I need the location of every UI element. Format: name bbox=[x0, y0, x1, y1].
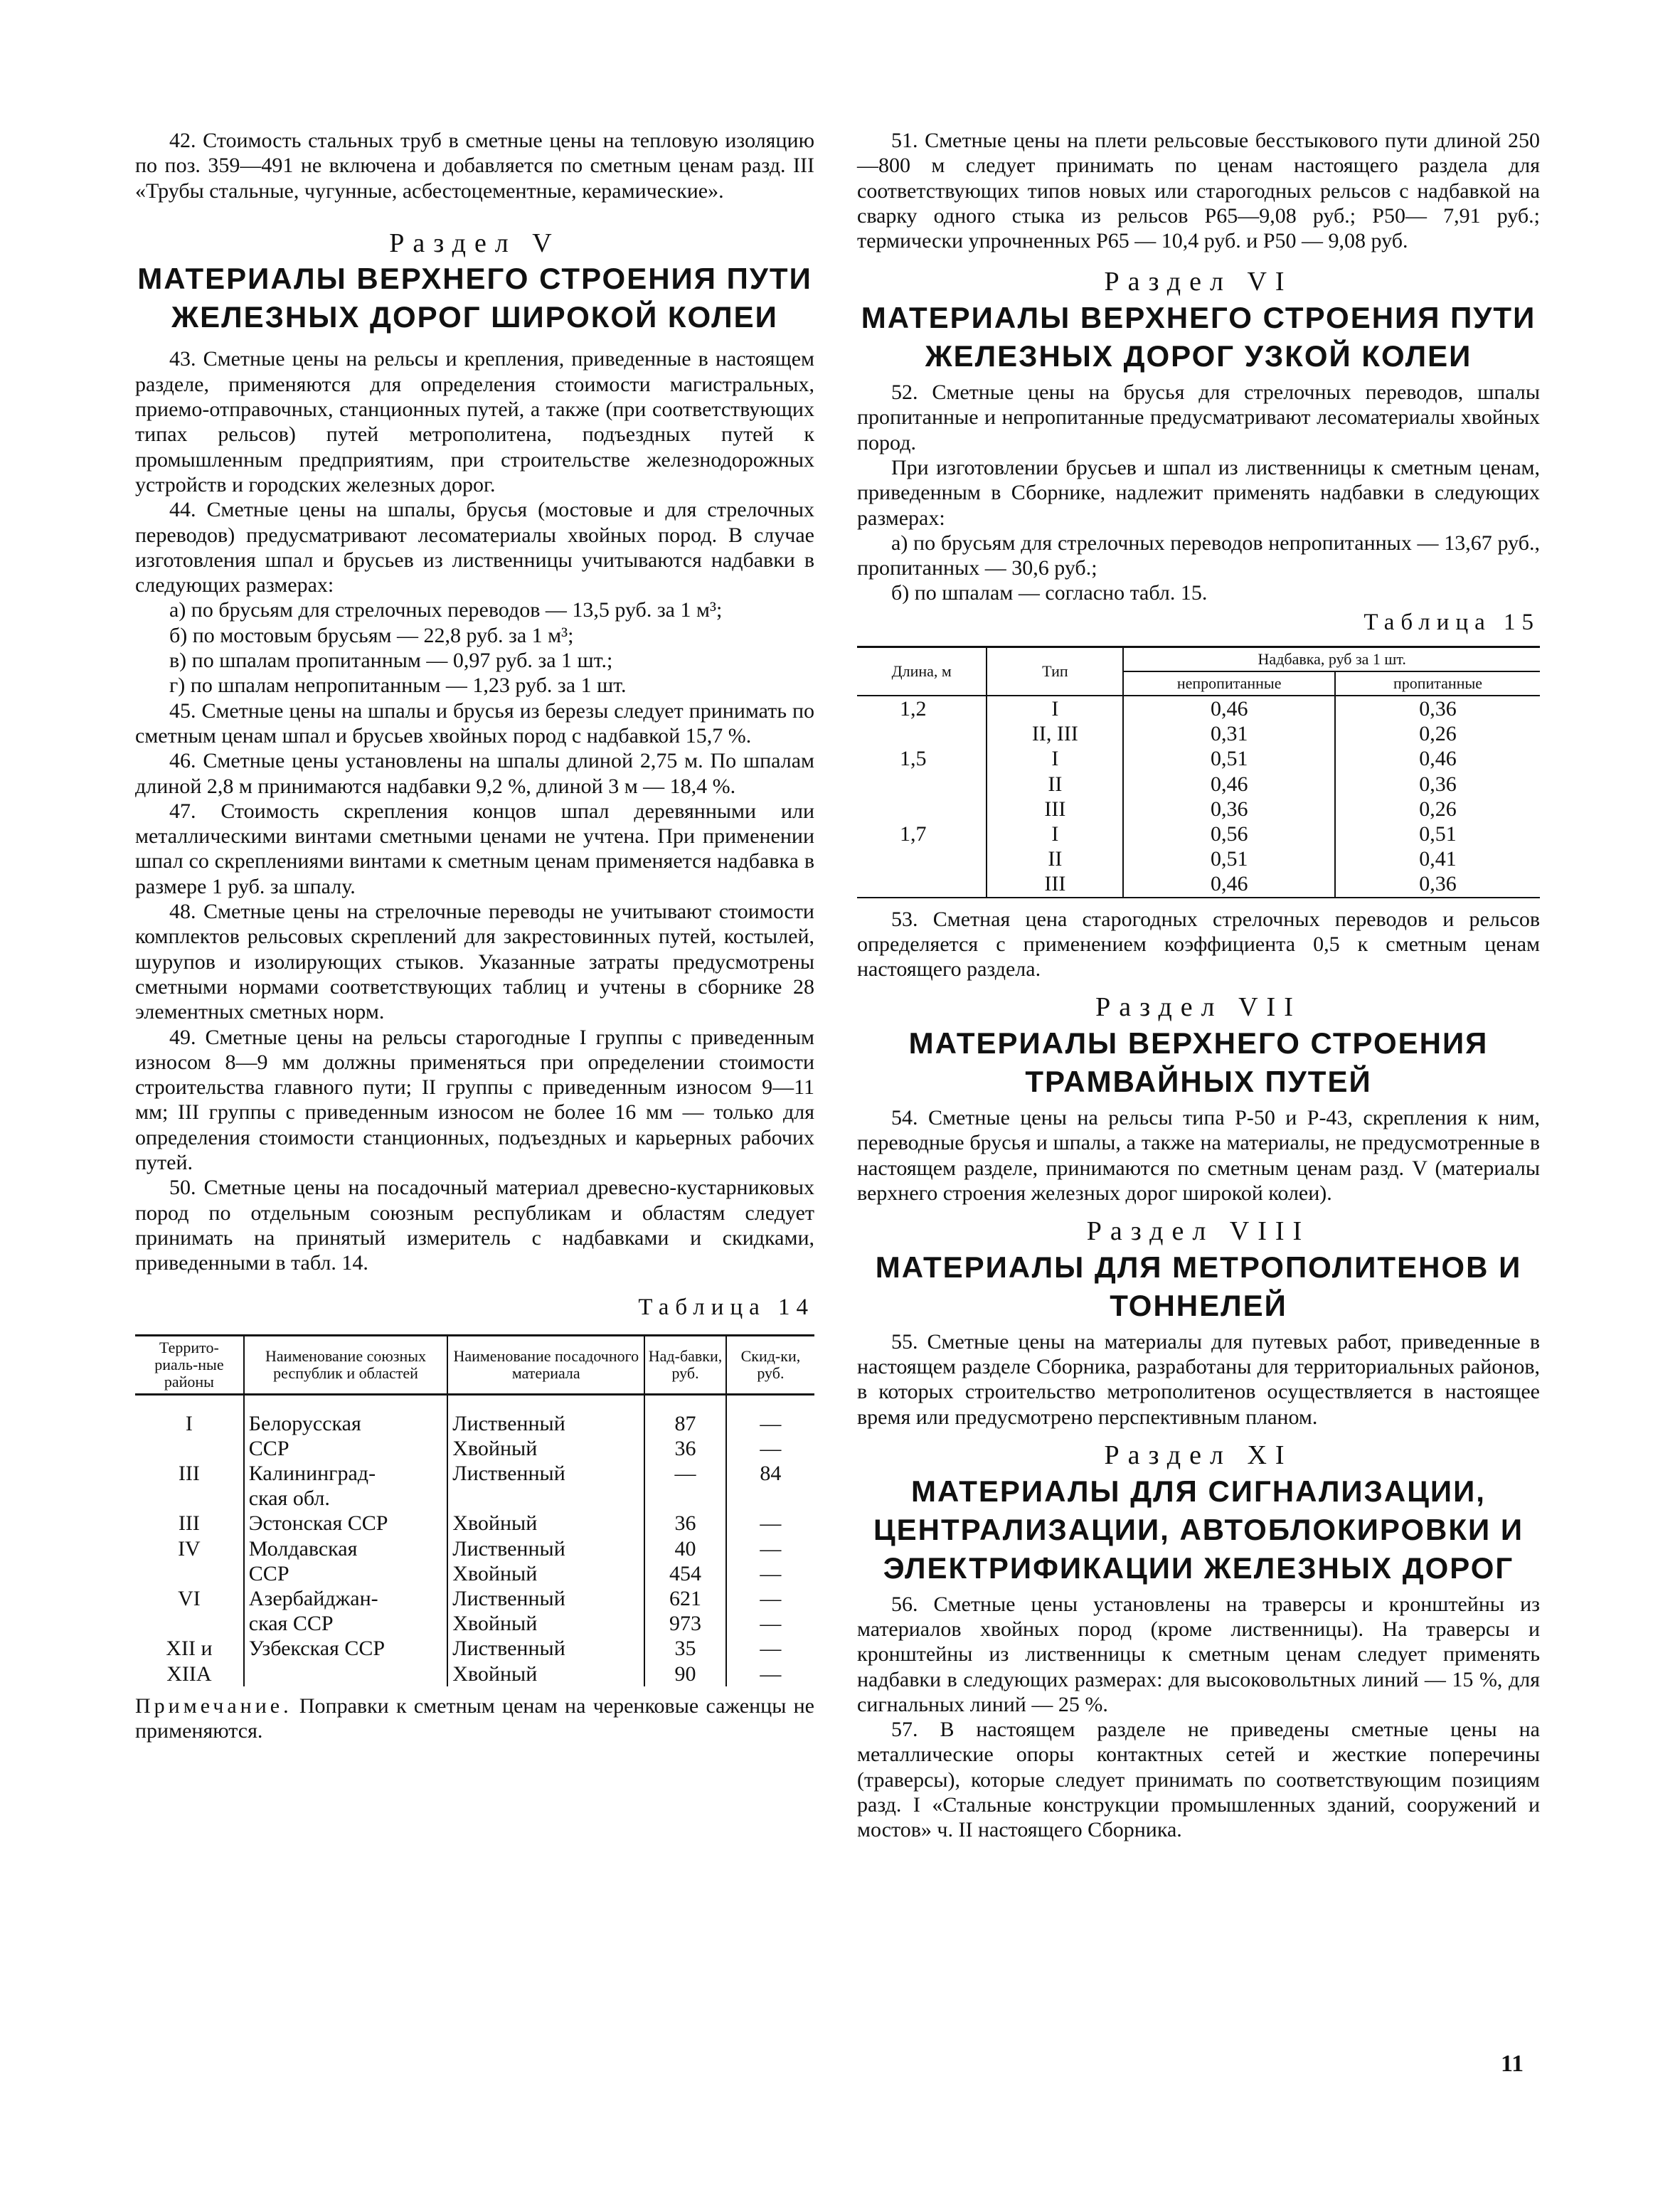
table-15-cell: 1,5 bbox=[857, 746, 987, 771]
table-14-cell: Лиственный bbox=[447, 1636, 644, 1661]
table-14-cell: — bbox=[760, 1637, 782, 1661]
table-14-header: Скид-ки, руб. bbox=[726, 1335, 814, 1394]
table-15-cell: 0,36 bbox=[1419, 772, 1457, 796]
section-6-title: МАТЕРИАЛЫ ВЕРХНЕГО СТРОЕНИЯ ПУТИ ЖЕЛЕЗНЫХ ДОРОГ УЗКОЙ КОЛЕИ bbox=[861, 301, 1536, 373]
section-7-title: МАТЕРИАЛЫ ВЕРХНЕГО СТРОЕНИЯ ТРАМВАЙНЫХ ПУТЕЙ bbox=[908, 1026, 1489, 1099]
table-14-header: Террито-риаль-ные районы bbox=[135, 1335, 244, 1394]
paragraph-48: 48. Сметные цены на стрелочные переводы не учитывают стоимости комплектов рельсовых скреплений для закрестовинных путей, костылей, шурупов и изолирующих стыков. Указанные затраты предусмотрены сметными нормами соответствующих таблиц и учтены в сборнике 28 элементных сметных норм. bbox=[135, 900, 814, 1024]
table-14-cell: 90 bbox=[644, 1662, 726, 1686]
table-14 bbox=[135, 1334, 814, 1686]
table-15-cell: I bbox=[987, 746, 1123, 771]
paragraph-50: 50. Сметные цены на посадочный материал древесно-кустарниковых пород по отдельным союзным республикам и областям следует принимать на принятый измеритель с надбавками и скидками, приведенными в табл. 14. bbox=[135, 1176, 814, 1275]
table-14-cell bbox=[135, 1486, 244, 1511]
table-14-cell: Хвойный bbox=[447, 1611, 644, 1636]
table-14-cell: Лиственный bbox=[447, 1394, 644, 1436]
table-15-header-nonimpregnated: непропитанные bbox=[1123, 671, 1335, 696]
paragraph-44d: г) по шпалам непропитанным — 1,23 руб. за 1 шт. bbox=[169, 674, 627, 698]
paragraph-49: 49. Сметные цены на рельсы старогодные I группы с приведенным износом 8—9 мм должны применяться при определении стоимости строительства главного пути; II группы с приведенным износом 9—11 мм; III группы с приведенным износом не более 16 мм — только для определения стоимости станционных, подъездных и карьерных рабочих путей. bbox=[135, 1025, 814, 1174]
table-14-row bbox=[135, 1662, 814, 1686]
table-15-cell: II bbox=[987, 846, 1123, 871]
table-14-cell: 36 bbox=[644, 1511, 726, 1536]
table-14-cell: Хвойный bbox=[447, 1436, 644, 1461]
table-14-cell: — bbox=[760, 1561, 782, 1585]
table-15-cell: 0,31 bbox=[1123, 721, 1335, 746]
table-15-cell bbox=[857, 772, 987, 797]
table-14-cell: — bbox=[644, 1461, 726, 1486]
table-14-cell: Азербайджан- bbox=[244, 1586, 448, 1611]
table-15-cell bbox=[857, 721, 987, 746]
table-14-cell: 454 bbox=[644, 1561, 726, 1586]
table-14-cell bbox=[726, 1486, 814, 1511]
table-14-cell: Калининград- bbox=[244, 1461, 448, 1486]
table-14-cell: Хвойный bbox=[447, 1561, 644, 1586]
table-14-cell bbox=[447, 1486, 644, 1511]
table-15-cell: 0,41 bbox=[1419, 847, 1457, 871]
table-15-cell: 0,51 bbox=[1123, 746, 1335, 771]
paragraph-45: 45. Сметные цены на шпалы и брусья из березы следует принимать по сметным ценам шпал и брусьев хвойных пород с надбавкой 15,7 %. bbox=[135, 698, 814, 748]
table-14-cell: 84 bbox=[760, 1462, 782, 1486]
note-label: Примечание. bbox=[135, 1694, 292, 1718]
table-15-cell bbox=[857, 846, 987, 871]
table-14-cell: Лиственный bbox=[447, 1461, 644, 1486]
table-14-cell: — bbox=[760, 1536, 782, 1561]
section-11-title: МАТЕРИАЛЫ ДЛЯ СИГНАЛИЗАЦИИ, ЦЕНТРАЛИЗАЦИИ, АВТОБЛОКИРОВКИ И ЭЛЕКТРИФИКАЦИИ ЖЕЛЕЗНЫХ ДОРОГ bbox=[873, 1474, 1524, 1585]
paragraph-52: 52. Сметные цены на брусья для стрелочных переводов, шпалы пропитанные и непропитанные предусматривают лесоматериалы хвойных пород. bbox=[857, 381, 1540, 454]
paragraph-44c: в) по шпалам пропитанным — 0,97 руб. за 1 шт.; bbox=[169, 649, 613, 673]
paragraph-52c: а) по брусьям для стрелочных переводов непропитанных — 13,67 руб., пропитанных — 30,6 руб.; bbox=[857, 531, 1540, 580]
table-14-row bbox=[135, 1436, 814, 1461]
table-14-cell: 36 bbox=[644, 1436, 726, 1461]
table-14-cell: ская ССР bbox=[244, 1611, 448, 1636]
table-14-row bbox=[135, 1636, 814, 1661]
section-7-label: Раздел VII bbox=[1095, 992, 1302, 1023]
table-15-cell: 0,46 bbox=[1419, 747, 1457, 771]
table-14-cell: — bbox=[760, 1612, 782, 1636]
table-15-cell bbox=[857, 871, 987, 897]
table-14-cell: Эстонская ССР bbox=[244, 1511, 448, 1536]
table-14-cell bbox=[244, 1662, 448, 1686]
paragraph-56: 56. Сметные цены установлены на траверсы и кронштейны из материалов хвойных пород (кроме лиственницы). На траверсы и кронштейны из лиственницы к сметным ценам следует применять надбавки в следующих размерах: для высоковольтных линий — 15 %, для сигнальных линий — 25 %. bbox=[857, 1592, 1540, 1716]
table-14-cell: Лиственный bbox=[447, 1536, 644, 1561]
table-15-row bbox=[857, 846, 1540, 871]
table-15-row bbox=[857, 797, 1540, 822]
table-14-label: Таблица 14 bbox=[638, 1294, 814, 1321]
note-text: Поправки к сметным ценам на черенковые саженцы не применяются. bbox=[135, 1694, 814, 1743]
table-15-cell: 0,56 bbox=[1123, 822, 1335, 846]
table-15-label: Таблица 15 bbox=[1363, 609, 1540, 635]
table-14-cell: — bbox=[760, 1511, 782, 1536]
table-14-cell: ССР bbox=[244, 1561, 448, 1586]
table-15-cell: 1,2 bbox=[857, 696, 987, 721]
table-14-cell: — bbox=[760, 1662, 782, 1686]
table-14-header: Наименование посадочного материала bbox=[447, 1335, 644, 1394]
paragraph-44a: а) по брусьям для стрелочных переводов — 13,5 руб. за 1 м³; bbox=[169, 598, 723, 622]
table-14-cell bbox=[135, 1561, 244, 1586]
section-5-title: МАТЕРИАЛЫ ВЕРХНЕГО СТРОЕНИЯ ПУТИ ЖЕЛЕЗНЫХ ДОРОГ ШИРОКОЙ КОЛЕИ bbox=[137, 262, 812, 334]
table-14-cell: Узбекская ССР bbox=[244, 1636, 448, 1661]
paragraph-54: 54. Сметные цены на рельсы типа Р-50 и Р-43, скрепления к ним, переводные брусья и шпалы, а также на материалы, не предусмотренные в настоящем разделе, принимаются по сметным ценам разд. V (материалы верхнего строения железных дорог широкой колеи). bbox=[857, 1106, 1540, 1205]
table-15-cell bbox=[857, 797, 987, 822]
paragraph-52d: б) по шпалам — согласно табл. 15. bbox=[891, 581, 1208, 605]
table-14-cell: Хвойный bbox=[447, 1662, 644, 1686]
table-15-cell: 0,51 bbox=[1123, 846, 1335, 871]
table-14-cell: — bbox=[760, 1411, 782, 1435]
paragraph-44: 44. Сметные цены на шпалы, брусья (мостовые и для стрелочных переводов) предусматривают лесоматериалы хвойных пород. В случае изготовления шпал и брусьев из лиственницы учитываются надбавки в следующих размерах: bbox=[135, 498, 814, 597]
table-15-cell: 0,46 bbox=[1123, 871, 1335, 897]
table-14-row bbox=[135, 1611, 814, 1636]
table-14-row bbox=[135, 1536, 814, 1561]
table-14-cell bbox=[135, 1611, 244, 1636]
table-14-cell: Молдавская bbox=[244, 1536, 448, 1561]
table-14-cell: III bbox=[135, 1511, 244, 1536]
table-15-row bbox=[857, 871, 1540, 897]
paragraph-55: 55. Сметные цены на материалы для путевых работ, приведенные в настоящем разделе Сборника, разработаны для территориальных районов, в которых строительство метрополитенов осуществляется в настоящее время или предусмотрено перспективным планом. bbox=[857, 1329, 1540, 1429]
table-14-cell: — bbox=[760, 1587, 782, 1611]
table-14-header: Над-бавки, руб. bbox=[644, 1335, 726, 1394]
table-14-cell: XII и bbox=[135, 1636, 244, 1661]
table-14-cell: 35 bbox=[644, 1636, 726, 1661]
table-14-cell: 87 bbox=[644, 1394, 726, 1436]
table-15-cell: 0,46 bbox=[1123, 696, 1335, 721]
section-5-label: Раздел V bbox=[389, 228, 560, 258]
table-15-cell: 0,36 bbox=[1419, 872, 1457, 896]
table-14-cell: 973 bbox=[644, 1611, 726, 1636]
table-15-header-group: Надбавка, руб за 1 шт. bbox=[1123, 647, 1540, 671]
paragraph-44b: б) по мостовым брусьям — 22,8 руб. за 1 м³; bbox=[169, 623, 574, 647]
table-15-row bbox=[857, 822, 1540, 846]
table-14-cell: 621 bbox=[644, 1586, 726, 1611]
paragraph-42: 42. Стоимость стальных труб в сметные цены на тепловую изоляцию по поз. 359—491 не включена и добавляется по сметным ценам разд. III «Трубы стальные, чугунные, асбестоцементные, керамические». bbox=[135, 129, 814, 203]
table-14-cell: III bbox=[135, 1461, 244, 1486]
table-15-cell: III bbox=[987, 871, 1123, 897]
table-14-note bbox=[135, 1694, 814, 1743]
left-column bbox=[135, 128, 814, 1743]
paragraph-43: 43. Сметные цены на рельсы и крепления, приведенные в настоящем разделе, применяются для определения стоимости магистральных, приемо-отправочных, станционных путей, а также (при соответствующих типах рельсов) путей метрополитена, подъездных путей к промышленным предприятиям, при строительстве железнодорожных устройств и городских железных дорог. bbox=[135, 347, 814, 496]
table-15-row bbox=[857, 772, 1540, 797]
table-15-cell: 0,26 bbox=[1419, 722, 1457, 746]
table-14-row bbox=[135, 1586, 814, 1611]
table-14-header: Наименование союзных республик и областей bbox=[244, 1335, 448, 1394]
table-14-cell: ская обл. bbox=[244, 1486, 448, 1511]
paragraph-53: 53. Сметная цена старогодных стрелочных переводов и рельсов определяется с применением коэффициента 0,5 к сметным ценам настоящего раздела. bbox=[857, 907, 1540, 982]
table-14-cell: XIIA bbox=[135, 1662, 244, 1686]
table-15-cell: 1,7 bbox=[857, 822, 987, 846]
table-14-cell: Лиственный bbox=[447, 1586, 644, 1611]
table-14-row bbox=[135, 1511, 814, 1536]
table-15-row bbox=[857, 721, 1540, 746]
page-number: 11 bbox=[1501, 2051, 1524, 2077]
table-14-cell: IV bbox=[135, 1536, 244, 1561]
table-15-cell: 0,36 bbox=[1419, 696, 1457, 721]
table-14-row bbox=[135, 1486, 814, 1511]
table-15-cell: 0,51 bbox=[1419, 822, 1457, 846]
table-14-row bbox=[135, 1561, 814, 1586]
table-15-cell: 0,46 bbox=[1123, 772, 1335, 797]
table-15 bbox=[857, 646, 1540, 898]
table-14-row bbox=[135, 1461, 814, 1486]
table-15-cell: III bbox=[987, 797, 1123, 822]
table-14-cell bbox=[644, 1486, 726, 1511]
table-14-cell: Белорусская bbox=[244, 1394, 448, 1436]
table-15-cell: II bbox=[987, 772, 1123, 797]
table-14-cell: VI bbox=[135, 1586, 244, 1611]
right-column bbox=[857, 128, 1540, 1843]
table-14-cell: I bbox=[135, 1394, 244, 1436]
table-14-row bbox=[135, 1394, 814, 1436]
section-11-label: Раздел XI bbox=[1104, 1440, 1293, 1471]
paragraph-47: 47. Стоимость скрепления концов шпал деревянными или металлическими винтами сметными ценами не учтена. При применении шпал со скреплениями винтами к сметным ценам применяется надбавка в размере 1 руб. за шпалу. bbox=[135, 799, 814, 898]
table-15-header-type: Тип bbox=[987, 647, 1123, 696]
table-15-cell: I bbox=[987, 696, 1123, 721]
table-15-row bbox=[857, 696, 1540, 721]
table-15-cell: II, III bbox=[987, 721, 1123, 746]
paragraph-46: 46. Сметные цены установлены на шпалы длиной 2,75 м. По шпалам длиной 2,8 м принимаются надбавки 9,2 %, длиной 3 м — 18,4 %. bbox=[135, 749, 814, 798]
paragraph-57: 57. В настоящем разделе не приведены сметные цены на металлические опоры контактных сетей и жесткие поперечины (траверсы), которые следует принимать по соответствующим позициям разд. I «Стальные конструкции промышленных зданий, сооружений и мостов» ч. II настоящего Сборника. bbox=[857, 1718, 1540, 1842]
section-8-label: Раздел VIII bbox=[1086, 1216, 1311, 1247]
table-14-cell: 40 bbox=[644, 1536, 726, 1561]
section-8-title: МАТЕРИАЛЫ ДЛЯ МЕТРОПОЛИТЕНОВ И ТОННЕЛЕЙ bbox=[875, 1250, 1522, 1322]
section-6-label: Раздел VI bbox=[1104, 267, 1293, 297]
table-15-header-impregnated: пропитанные bbox=[1335, 671, 1540, 696]
table-14-cell: — bbox=[760, 1436, 782, 1460]
paragraph-52b: При изготовлении брусьев и шпал из лиственницы к сметным ценам, приведенным в Сборнике, надлежит применять надбавки в следующих размерах: bbox=[857, 455, 1540, 530]
table-14-cell: ССР bbox=[244, 1436, 448, 1461]
table-15-cell: 0,36 bbox=[1123, 797, 1335, 822]
table-15-cell: I bbox=[987, 822, 1123, 846]
table-15-cell: 0,26 bbox=[1419, 797, 1457, 821]
table-14-cell bbox=[135, 1436, 244, 1461]
table-14-cell: Хвойный bbox=[447, 1511, 644, 1536]
table-15-header-length: Длина, м bbox=[857, 647, 987, 696]
paragraph-51: 51. Сметные цены на плети рельсовые бесстыкового пути длиной 250—800 м следует принимать по ценам настоящего раздела для соответствующих типов новых или старогодных рельсов с надбавкой на сварку одного стыка из рельсов Р65—9,08 руб.; Р50— 7,91 руб.; термически упрочненных Р65 — 10,4 руб. и Р50 — 9,08 руб. bbox=[857, 129, 1540, 253]
table-15-row bbox=[857, 746, 1540, 771]
